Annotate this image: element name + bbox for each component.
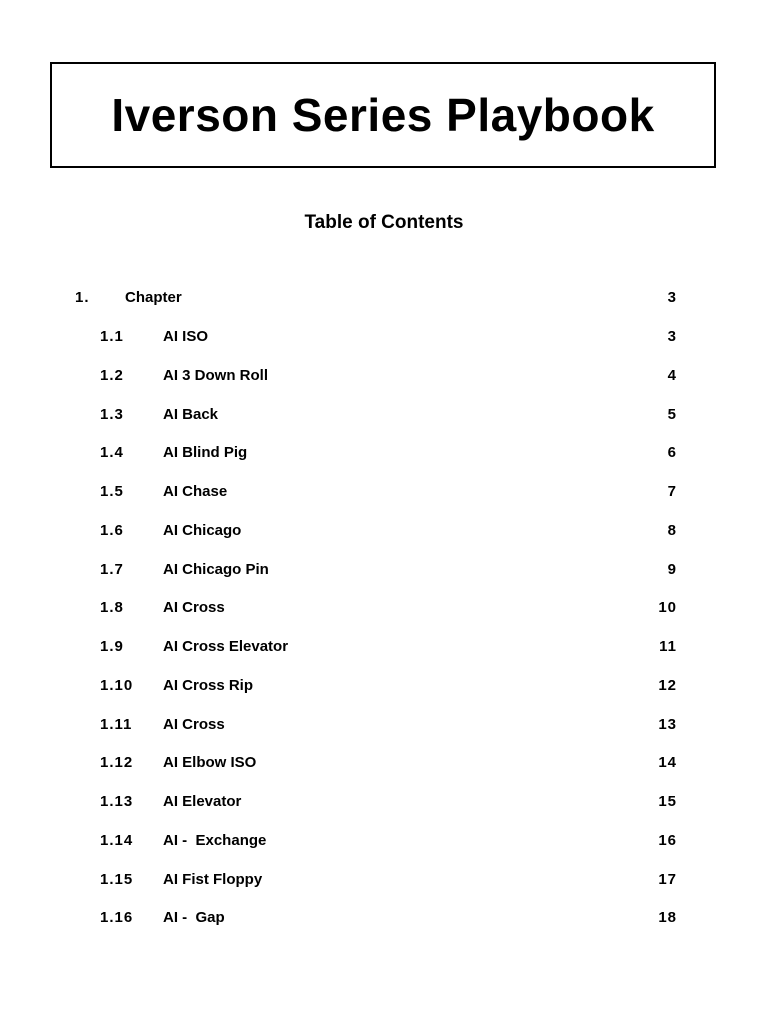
toc-label: AI Chase [163, 483, 228, 500]
toc-label: AI Elevator [163, 793, 242, 810]
toc-number: 1.15 [100, 871, 134, 888]
toc-number: 1.11 [100, 716, 133, 733]
toc-label: AI - Exchange [163, 832, 267, 849]
toc-chapter-row[interactable] [0, 287, 768, 309]
toc-number: 1.12 [100, 754, 134, 771]
toc-page-number: 9 [667, 561, 677, 578]
toc-number: 1.4 [100, 444, 124, 461]
toc-number: 1.9 [100, 638, 124, 655]
toc-number: 1.2 [100, 367, 124, 384]
toc-section-row[interactable] [0, 675, 768, 697]
toc-page-number: 15 [658, 793, 677, 810]
toc-number: 1.13 [100, 793, 134, 810]
toc-label: AI Cross Rip [163, 677, 254, 694]
toc-label: AI Back [163, 406, 219, 423]
toc-label: AI - Gap [163, 909, 225, 926]
toc-section-row[interactable] [0, 636, 768, 658]
toc-page-number: 13 [658, 716, 677, 733]
toc-page-number: 14 [658, 754, 677, 771]
toc-page-number: 5 [667, 406, 677, 423]
toc-section-row[interactable] [0, 326, 768, 348]
toc-number: 1.14 [100, 832, 134, 849]
toc-number: 1.7 [100, 561, 124, 578]
toc-section-row[interactable] [0, 907, 768, 929]
toc-number: 1.8 [100, 599, 124, 616]
toc-page-number: 8 [667, 522, 677, 539]
toc-page-number: 7 [667, 483, 677, 500]
toc-section-row[interactable] [0, 559, 768, 581]
toc-label: AI ISO [163, 328, 209, 345]
toc-page-number: 12 [658, 677, 677, 694]
toc-number: 1.10 [100, 677, 134, 694]
toc-page-number: 3 [667, 328, 677, 345]
toc-label: Chapter [125, 289, 182, 306]
title-box [50, 62, 716, 168]
toc-page-number: 11 [659, 638, 677, 655]
toc-page-number: 16 [658, 832, 677, 849]
toc-label: AI Fist Floppy [163, 871, 263, 888]
toc-section-row[interactable] [0, 714, 768, 736]
toc-label: AI Blind Pig [163, 444, 248, 461]
toc-section-row[interactable] [0, 520, 768, 542]
toc-number: 1.5 [100, 483, 124, 500]
toc-section-row[interactable] [0, 481, 768, 503]
toc-section-row[interactable] [0, 752, 768, 774]
toc-number: 1.6 [100, 522, 124, 539]
toc-section-row[interactable] [0, 791, 768, 813]
toc-heading: Table of Contents [304, 212, 464, 233]
toc-number: 1. [75, 289, 90, 306]
toc-number: 1.16 [100, 909, 134, 926]
toc-section-row[interactable] [0, 365, 768, 387]
toc-label: AI Elbow ISO [163, 754, 257, 771]
toc-section-row[interactable] [0, 830, 768, 852]
toc-label: AI Chicago Pin [163, 561, 269, 578]
toc-label: AI Cross [163, 716, 225, 733]
document-title: Iverson Series Playbook [111, 89, 655, 141]
toc-page-number: 6 [667, 444, 677, 461]
toc-section-row[interactable] [0, 404, 768, 426]
toc-label: AI Cross [163, 599, 225, 616]
toc-label: AI Chicago [163, 522, 242, 539]
toc-page-number: 17 [658, 871, 677, 888]
toc-section-row[interactable] [0, 442, 768, 464]
toc-page-number: 4 [667, 367, 677, 384]
toc-page-number: 10 [658, 599, 677, 616]
toc-label: AI Cross Elevator [163, 638, 289, 655]
toc-section-row[interactable] [0, 869, 768, 891]
toc-page-number: 3 [667, 289, 677, 306]
toc-number: 1.3 [100, 406, 124, 423]
toc-section-row[interactable] [0, 597, 768, 619]
toc-number: 1.1 [100, 328, 124, 345]
toc-page-number: 18 [658, 909, 677, 926]
toc-label: AI 3 Down Roll [163, 367, 268, 384]
